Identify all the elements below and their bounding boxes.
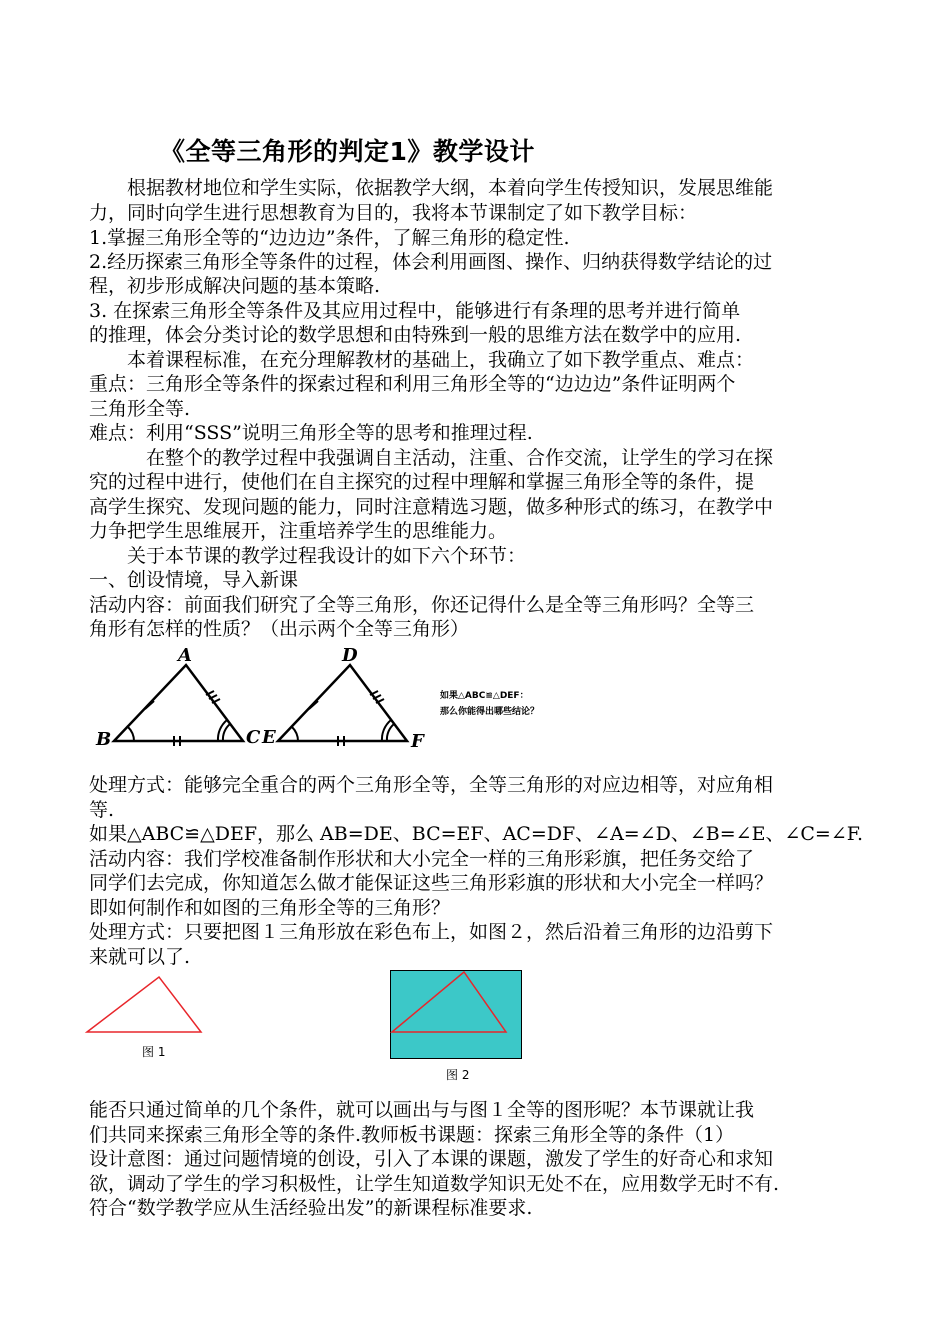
text-line: 程，初步形成解决问题的基本策略. bbox=[89, 275, 381, 297]
text-line: 符合“数学教学应从生活经验出发”的新课程标准要求. bbox=[89, 1197, 533, 1219]
text-line: 即如何制作和如图的三角形全等的三角形？ bbox=[89, 897, 451, 919]
section-heading: 一、创设情境，导入新课 bbox=[89, 569, 299, 591]
text-line: 设计意图：通过问题情境的创设，引入了本课的课题，激发了学生的好奇心和求知 bbox=[89, 1148, 774, 1170]
figure-note-line1: 如果△ABC≌△DEF： bbox=[440, 691, 529, 701]
text-line: 同学们去完成，你知道怎么做才能保证这些三角形彩旗的形状和大小完全一样吗？ bbox=[89, 872, 774, 894]
figure-2-caption: 图 2 bbox=[446, 1068, 470, 1082]
text-line: 如果△ABC≌△DEF，那么 AB=DE、BC=EF、AC=DF、∠A=∠D、∠B=∠E、∠C=∠F. bbox=[89, 823, 864, 845]
text-line: 2.经历探索三角形全等条件的过程，体会利用画图、操作、归纳获得数学结论的过 bbox=[89, 251, 773, 273]
text-line: 在整个的教学过程中我强调自主活动，注重、合作交流，让学生的学习在探 bbox=[89, 447, 774, 469]
figure-1-caption: 图 1 bbox=[142, 1045, 166, 1059]
text-line: 难点：利用“SSS”说明三角形全等的思考和推理过程. bbox=[89, 422, 533, 444]
text-line: 来就可以了. bbox=[89, 946, 191, 968]
figure-2-cloth bbox=[390, 970, 522, 1060]
label-b: B bbox=[96, 729, 112, 750]
text-line: 角形有怎样的性质？（出示两个全等三角形） bbox=[89, 618, 470, 640]
text-line: 究的过程中进行，使他们在自主探究的过程中理解和掌握三角形全等的条件，提 bbox=[89, 471, 755, 493]
text-line: 力争把学生思维展开，注重培养学生的思维能力。 bbox=[89, 520, 508, 542]
text-line: 处理方式：只要把图１三角形放在彩色布上，如图２，然后沿着三角形的边沿剪下 bbox=[89, 921, 774, 943]
text-line: 三角形全等. bbox=[89, 398, 191, 420]
text-line: 的推理，体会分类讨论的数学思想和由特殊到一般的思维方法在数学中的应用. bbox=[89, 324, 742, 346]
text-line: 关于本节课的教学过程我设计的如下六个环节： bbox=[89, 545, 527, 567]
label-a: A bbox=[178, 645, 192, 666]
text-line: 活动内容：前面我们研究了全等三角形，你还记得什么是全等三角形吗？全等三 bbox=[89, 594, 755, 616]
text-line: 活动内容：我们学校准备制作形状和大小完全一样的三角形彩旗，把任务交给了 bbox=[89, 848, 755, 870]
triangle-def bbox=[278, 665, 407, 741]
label-d: D bbox=[342, 645, 358, 666]
document-title: 《全等三角形的判定1》教学设计 bbox=[160, 137, 535, 166]
figure-1-triangle bbox=[84, 974, 204, 1036]
label-f: F bbox=[411, 731, 424, 752]
text-line: 重点：三角形全等条件的探索过程和利用三角形全等的“边边边”条件证明两个 bbox=[89, 373, 736, 395]
text-line: 处理方式：能够完全重合的两个三角形全等，全等三角形的对应边相等，对应角相 bbox=[89, 774, 774, 796]
text-line: 欲，调动了学生的学习积极性，让学生知道数学知识无处不在，应用数学无时不有. bbox=[89, 1173, 780, 1195]
triangle-abc bbox=[114, 665, 243, 741]
congruent-triangles-figure bbox=[90, 645, 430, 755]
text-line: 3. 在探索三角形全等条件及其应用过程中，能够进行有条理的思考并进行简单 bbox=[89, 300, 741, 322]
text-line: 等. bbox=[89, 799, 115, 821]
text-line: 力，同时向学生进行思想教育为目的，我将本节课制定了如下教学目标： bbox=[89, 202, 698, 224]
text-line: 们共同来探索三角形全等的条件.教师板书课题：探索三角形全等的条件（1） bbox=[89, 1124, 735, 1146]
text-line: 高学生探究、发现问题的能力，同时注意精选习题，做多种形式的练习，在教学中 bbox=[89, 496, 774, 518]
label-e: E bbox=[262, 727, 276, 748]
text-line: 本着课程标准，在充分理解教材的基础上，我确立了如下教学重点、难点： bbox=[89, 349, 755, 371]
label-c: C bbox=[246, 727, 261, 748]
text-line: 1.掌握三角形全等的“边边边”条件，了解三角形的稳定性. bbox=[89, 227, 570, 249]
text-line: 能否只通过简单的几个条件，就可以画出与与图１全等的图形呢？本节课就让我 bbox=[89, 1099, 755, 1121]
figure-note-line2: 那么你能得出哪些结论？ bbox=[440, 707, 540, 717]
text-line: 根据教材地位和学生实际，依据教学大纲，本着向学生传授知识，发展思维能 bbox=[89, 177, 774, 199]
